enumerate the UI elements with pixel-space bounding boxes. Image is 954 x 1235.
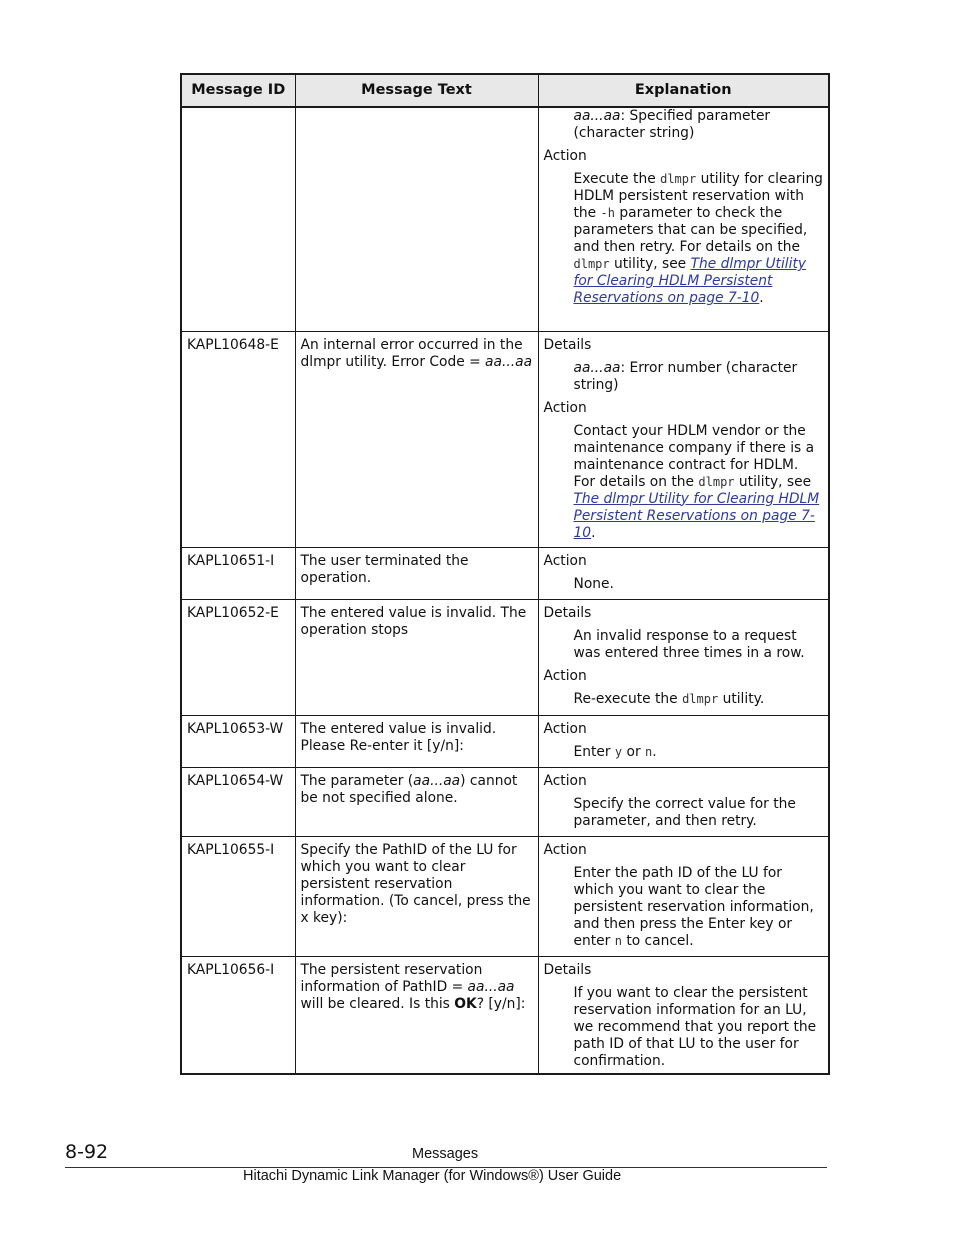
header-row	[181, 74, 829, 107]
message-id-cell: KAPL10652-E	[181, 599, 295, 715]
message-id-cell: KAPL10655-I	[181, 836, 295, 956]
message-text-cell: Specify the PathID of the LU for which you want to clear persistent reservation information. (To cancel, press the x key):	[295, 836, 538, 956]
action-text: None.	[573, 575, 614, 592]
action-label: Action	[543, 148, 587, 164]
message-text-cell: The parameter (aa...aa) cannot be not specified alone.	[295, 767, 538, 836]
table-row	[181, 836, 829, 956]
details-text: aa...aa: Specified parameter (character string)	[573, 108, 771, 141]
message-text-cell: The entered value is invalid. The operation stops	[295, 599, 538, 715]
details-label: Details	[543, 604, 592, 621]
details-text: If you want to clear the persistent reservation information for an LU, we recommend that you report the path ID of that LU to the user for confirmation.	[573, 984, 817, 1069]
action-text: Execute the dlmpr utility for clearing HDLM persistent reservation with the -h parameter to check the parameters that can be specified, and then retry. For details on the dlmpr utility, see The dlmpr Utility for Clearing HDLM Persistent Reservations on page 7-10.	[573, 171, 823, 306]
details-label: Details	[543, 336, 592, 353]
message-text-cell: The entered value is invalid. Please Re-enter it [y/n]:	[295, 715, 538, 767]
explanation-cell	[538, 331, 829, 547]
action-label: Action	[543, 399, 587, 416]
table-row	[181, 547, 829, 599]
page-number: 8-92	[65, 1141, 109, 1163]
table-row	[181, 715, 829, 767]
table-row	[181, 331, 829, 547]
header-explanation: Explanation	[538, 74, 829, 107]
table-row	[181, 599, 829, 715]
explanation-cell	[538, 599, 829, 715]
table-row	[181, 107, 829, 331]
explanation-cell	[538, 956, 829, 1074]
action-label: Action	[543, 667, 587, 684]
message-id-cell	[181, 107, 295, 331]
message-id-cell: KAPL10651-I	[181, 547, 295, 599]
action-text: Contact your HDLM vendor or the maintenance company if there is a maintenance contract for HDLM. For details on the dlmpr utility, see The dlmpr Utility for Clearing HDLM Persistent Reservations on page 7-10.	[573, 422, 820, 541]
section-title: Messages	[412, 1146, 479, 1162]
message-text-cell: An internal error occurred in the dlmpr utility. Error Code = aa...aa	[295, 331, 538, 547]
explanation-cell	[538, 547, 829, 599]
action-label: Action	[543, 841, 587, 858]
details-text: aa...aa: Error number (character string)	[573, 359, 798, 393]
explanation-cell	[538, 715, 829, 767]
action-label: Action	[543, 772, 587, 789]
message-table	[180, 73, 830, 1075]
details-label: Details	[543, 961, 592, 978]
message-id-cell: KAPL10653-W	[181, 715, 295, 767]
dlmpr-utility-link[interactable]: The dlmpr Utility for Clearing HDLM Persistent Reservations on page 7-10	[573, 490, 820, 541]
header-message-text: Message Text	[295, 74, 538, 107]
message-text-cell: The persistent reservation information of PathID = aa...aa will be cleared. Is this OK? [y/n]:	[295, 956, 538, 1074]
action-text: Enter y or n.	[573, 743, 657, 760]
message-text-cell: The user terminated the operation.	[295, 547, 538, 599]
header-message-id: Message ID	[181, 74, 295, 107]
document-title: Hitachi Dynamic Link Manager (for Windows®) User Guide	[243, 1168, 622, 1184]
action-text: Specify the correct value for the parameter, and then retry.	[573, 795, 796, 829]
dlmpr-utility-link[interactable]: The dlmpr Utility for Clearing HDLM Persistent Reservations on page 7-10	[573, 256, 807, 306]
explanation-cell	[538, 767, 829, 836]
table-row	[181, 956, 829, 1074]
table-row	[181, 767, 829, 836]
message-id-cell: KAPL10654-W	[181, 767, 295, 836]
action-label: Action	[543, 552, 587, 569]
message-id-cell: KAPL10648-E	[181, 331, 295, 547]
action-text: Re-execute the dlmpr utility.	[573, 690, 765, 707]
action-label: Action	[543, 720, 587, 737]
action-text: Enter the path ID of the LU for which you want to clear the persistent reservation information, and then press the Enter key or enter n to cancel.	[573, 864, 814, 949]
message-text-cell	[295, 107, 538, 331]
explanation-cell	[538, 107, 829, 331]
message-id-cell: KAPL10656-I	[181, 956, 295, 1074]
details-text: An invalid response to a request was entered three times in a row.	[573, 627, 805, 661]
explanation-cell	[538, 836, 829, 956]
